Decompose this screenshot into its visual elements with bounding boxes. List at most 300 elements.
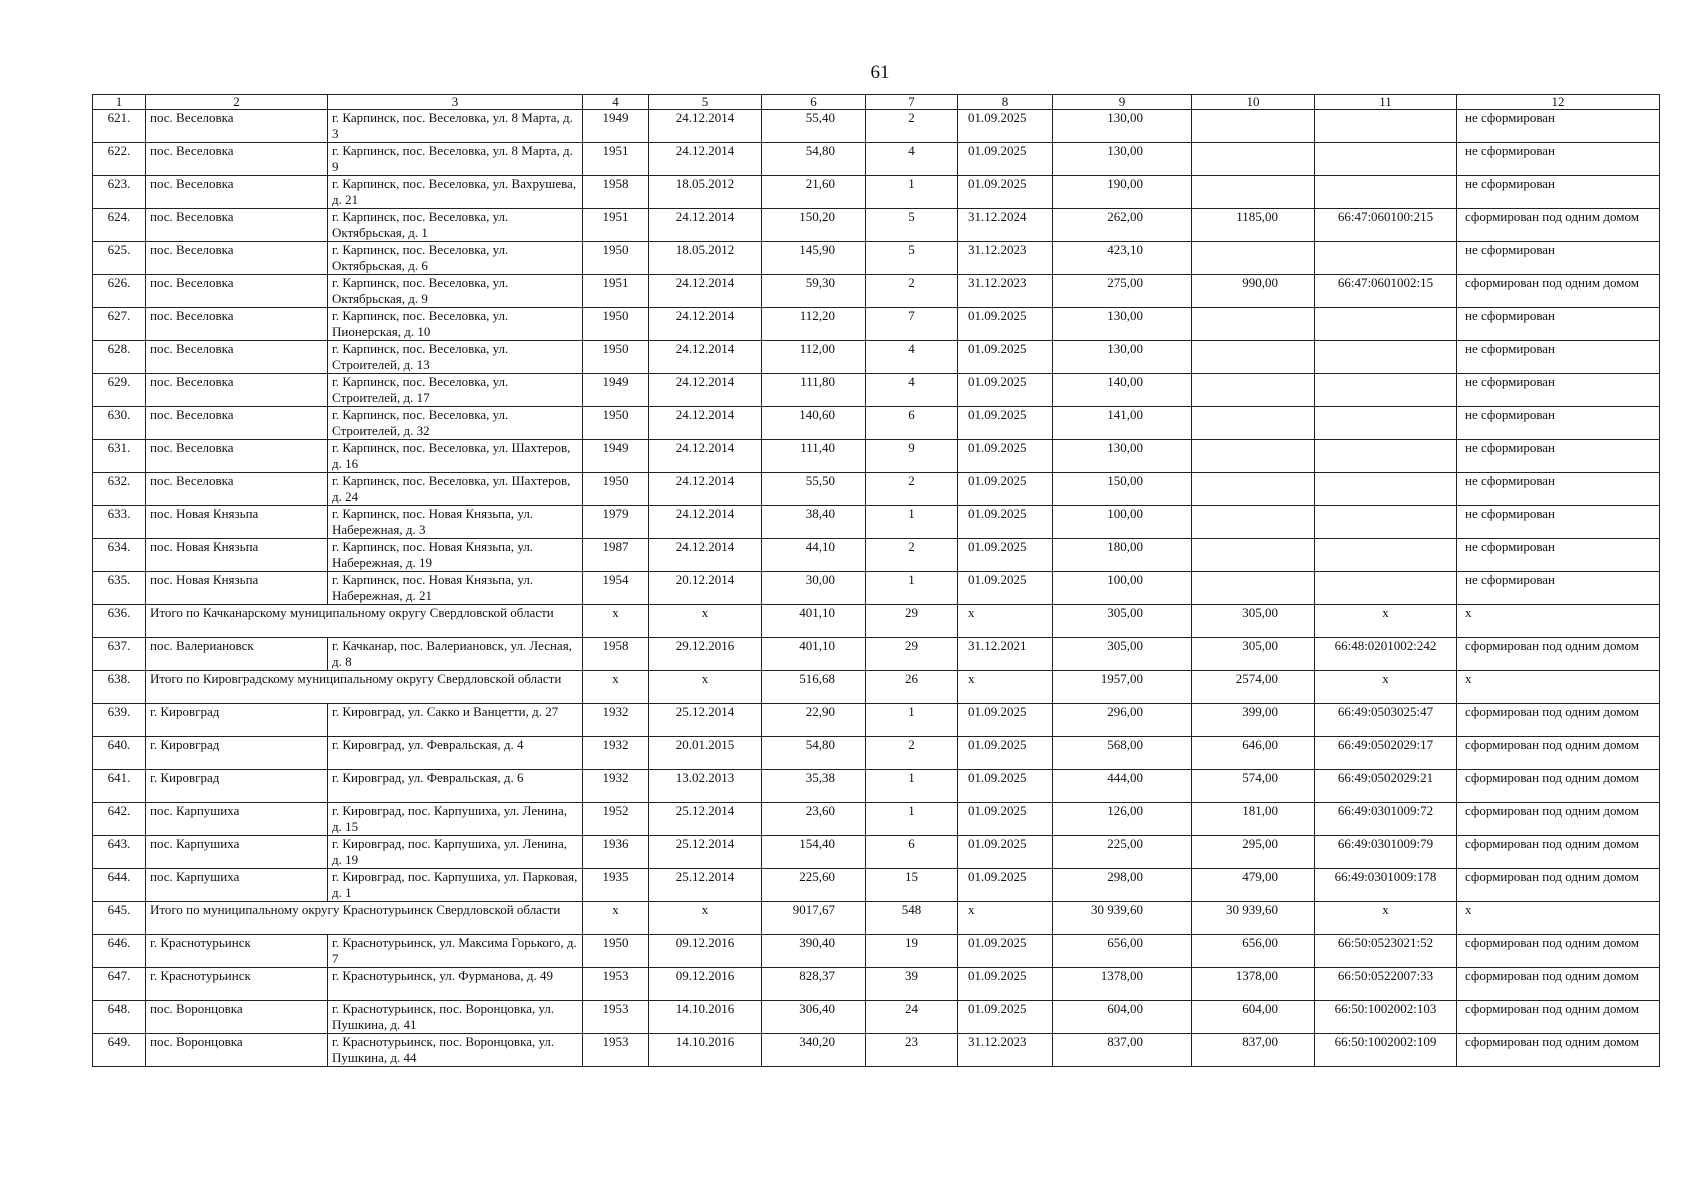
deadline-cell: 01.09.2025: [958, 341, 1053, 374]
address-cell: г. Карпинск, пос. Веселовка, ул. Строителей, д. 13: [328, 341, 583, 374]
table-row: [93, 473, 1660, 506]
deadline-cell: 01.09.2025: [958, 539, 1053, 572]
value-10-cell: [1192, 308, 1315, 341]
value-10-cell: 399,00: [1192, 704, 1315, 737]
status-cell: сформирован под одним домом: [1457, 836, 1660, 869]
count-cell: 6: [866, 407, 958, 440]
value-9-cell: 444,00: [1053, 770, 1192, 803]
status-cell: не сформирован: [1457, 176, 1660, 209]
row-number: 636.: [93, 605, 146, 638]
locality-cell: пос. Воронцовка: [146, 1001, 328, 1034]
table-row: [93, 440, 1660, 473]
value-9-cell: 126,00: [1053, 803, 1192, 836]
table-row: [93, 1001, 1660, 1034]
value-9-cell: 604,00: [1053, 1001, 1192, 1034]
cadastral-number-cell: 66:50:0523021:52: [1315, 935, 1457, 968]
row-number: 630.: [93, 407, 146, 440]
row-number: 626.: [93, 275, 146, 308]
address-cell: г. Карпинск, пос. Веселовка, ул. Строителей, д. 17: [328, 374, 583, 407]
area-cell: 111,40: [762, 440, 866, 473]
date-cell: 14.10.2016: [649, 1001, 762, 1034]
row-number: 623.: [93, 176, 146, 209]
status-cell: x: [1457, 605, 1660, 638]
count-cell: 1: [866, 770, 958, 803]
row-number: 622.: [93, 143, 146, 176]
value-10-cell: [1192, 341, 1315, 374]
address-cell: г. Краснотурьинск, ул. Фурманова, д. 49: [328, 968, 583, 1001]
date-cell: 24.12.2014: [649, 440, 762, 473]
table-row: [93, 869, 1660, 902]
value-9-cell: 130,00: [1053, 143, 1192, 176]
table-row: [93, 770, 1660, 803]
table-row: [93, 341, 1660, 374]
year-cell: 1949: [583, 374, 649, 407]
count-cell: 5: [866, 242, 958, 275]
count-cell: 1: [866, 803, 958, 836]
area-cell: 340,20: [762, 1034, 866, 1067]
value-9-cell: 141,00: [1053, 407, 1192, 440]
deadline-cell: 01.09.2025: [958, 1001, 1053, 1034]
count-cell: 1: [866, 704, 958, 737]
address-cell: г. Карпинск, пос. Веселовка, ул. 8 Марта, д. 3: [328, 110, 583, 143]
year-cell: 1950: [583, 341, 649, 374]
status-cell: сформирован под одним домом: [1457, 1001, 1660, 1034]
area-cell: 150,20: [762, 209, 866, 242]
table-row: [93, 935, 1660, 968]
cadastral-number-cell: 66:49:0301009:72: [1315, 803, 1457, 836]
address-cell: г. Краснотурьинск, пос. Воронцовка, ул. Пушкина, д. 44: [328, 1034, 583, 1067]
value-10-cell: [1192, 473, 1315, 506]
status-cell: не сформирован: [1457, 572, 1660, 605]
status-cell: не сформирован: [1457, 539, 1660, 572]
deadline-cell: 01.09.2025: [958, 110, 1053, 143]
table-row: [93, 176, 1660, 209]
area-cell: 55,50: [762, 473, 866, 506]
locality-cell: г. Кировград: [146, 737, 328, 770]
cadastral-number-cell: [1315, 407, 1457, 440]
locality-cell: пос. Веселовка: [146, 242, 328, 275]
count-cell: 24: [866, 1001, 958, 1034]
value-10-cell: [1192, 110, 1315, 143]
column-number-row: [93, 95, 1660, 110]
year-cell: 1952: [583, 803, 649, 836]
row-number: 631.: [93, 440, 146, 473]
area-cell: 306,40: [762, 1001, 866, 1034]
status-cell: не сформирован: [1457, 110, 1660, 143]
status-cell: сформирован под одним домом: [1457, 803, 1660, 836]
status-cell: не сформирован: [1457, 143, 1660, 176]
cadastral-number-cell: [1315, 308, 1457, 341]
deadline-cell: 31.12.2023: [958, 242, 1053, 275]
address-cell: г. Карпинск, пос. Новая Князьпа, ул. Набережная, д. 21: [328, 572, 583, 605]
row-number: 644.: [93, 869, 146, 902]
value-10-cell: 305,00: [1192, 638, 1315, 671]
cadastral-number-cell: [1315, 143, 1457, 176]
status-cell: сформирован под одним домом: [1457, 704, 1660, 737]
locality-cell: пос. Карпушиха: [146, 803, 328, 836]
year-cell: 1949: [583, 110, 649, 143]
value-9-cell: 130,00: [1053, 308, 1192, 341]
value-10-cell: 1378,00: [1192, 968, 1315, 1001]
deadline-cell: 01.09.2025: [958, 737, 1053, 770]
year-cell: 1953: [583, 968, 649, 1001]
date-cell: 25.12.2014: [649, 704, 762, 737]
page-number: 61: [870, 62, 890, 83]
area-cell: 516,68: [762, 671, 866, 704]
value-10-cell: [1192, 440, 1315, 473]
address-cell: г. Карпинск, пос. Веселовка, ул. Пионерская, д. 10: [328, 308, 583, 341]
column-number: 10: [1192, 95, 1315, 110]
status-cell: сформирован под одним домом: [1457, 638, 1660, 671]
column-number: 11: [1315, 95, 1457, 110]
year-cell: 1951: [583, 275, 649, 308]
cadastral-number-cell: 66:48:0201002:242: [1315, 638, 1457, 671]
table-row: [93, 968, 1660, 1001]
area-cell: 145,90: [762, 242, 866, 275]
locality-cell: пос. Новая Князьпа: [146, 539, 328, 572]
area-cell: 9017,67: [762, 902, 866, 935]
count-cell: 4: [866, 341, 958, 374]
value-9-cell: 130,00: [1053, 440, 1192, 473]
table-row: [93, 572, 1660, 605]
value-10-cell: 656,00: [1192, 935, 1315, 968]
locality-cell: пос. Веселовка: [146, 308, 328, 341]
value-10-cell: 1185,00: [1192, 209, 1315, 242]
row-number: 627.: [93, 308, 146, 341]
area-cell: 828,37: [762, 968, 866, 1001]
count-cell: 19: [866, 935, 958, 968]
area-cell: 30,00: [762, 572, 866, 605]
status-cell: сформирован под одним домом: [1457, 275, 1660, 308]
table-row: [93, 308, 1660, 341]
cadastral-number-cell: 66:50:1002002:109: [1315, 1034, 1457, 1067]
date-cell: x: [649, 902, 762, 935]
table-row: [93, 506, 1660, 539]
locality-cell: пос. Веселовка: [146, 341, 328, 374]
value-10-cell: 604,00: [1192, 1001, 1315, 1034]
address-cell: г. Карпинск, пос. Веселовка, ул. Шахтеров, д. 16: [328, 440, 583, 473]
value-9-cell: 568,00: [1053, 737, 1192, 770]
row-number: 646.: [93, 935, 146, 968]
cadastral-number-cell: 66:50:0522007:33: [1315, 968, 1457, 1001]
value-9-cell: 262,00: [1053, 209, 1192, 242]
value-10-cell: 837,00: [1192, 1034, 1315, 1067]
locality-cell: пос. Веселовка: [146, 440, 328, 473]
cadastral-number-cell: 66:49:0502029:21: [1315, 770, 1457, 803]
value-9-cell: 100,00: [1053, 506, 1192, 539]
value-10-cell: 574,00: [1192, 770, 1315, 803]
deadline-cell: 01.09.2025: [958, 374, 1053, 407]
address-cell: г. Качканар, пос. Валериановск, ул. Лесная, д. 8: [328, 638, 583, 671]
locality-cell: г. Краснотурьинск: [146, 968, 328, 1001]
total-label: Итого по Качканарскому муниципальному округу Свердловской области: [146, 605, 583, 638]
year-cell: 1950: [583, 407, 649, 440]
row-number: 634.: [93, 539, 146, 572]
area-cell: 38,40: [762, 506, 866, 539]
deadline-cell: 01.09.2025: [958, 473, 1053, 506]
value-10-cell: [1192, 143, 1315, 176]
value-9-cell: 1957,00: [1053, 671, 1192, 704]
count-cell: 23: [866, 1034, 958, 1067]
address-cell: г. Кировград, пос. Карпушиха, ул. Парковая, д. 1: [328, 869, 583, 902]
cadastral-number-cell: [1315, 341, 1457, 374]
year-cell: 1932: [583, 770, 649, 803]
cadastral-number-cell: 66:47:060100:215: [1315, 209, 1457, 242]
row-number: 638.: [93, 671, 146, 704]
cadastral-number-cell: 66:49:0301009:79: [1315, 836, 1457, 869]
status-cell: сформирован под одним домом: [1457, 869, 1660, 902]
year-cell: 1932: [583, 737, 649, 770]
column-number: 4: [583, 95, 649, 110]
row-number: 643.: [93, 836, 146, 869]
deadline-cell: 31.12.2023: [958, 275, 1053, 308]
count-cell: 2: [866, 737, 958, 770]
locality-cell: пос. Карпушиха: [146, 836, 328, 869]
total-label: Итого по Кировградскому муниципальному округу Свердловской области: [146, 671, 583, 704]
date-cell: 18.05.2012: [649, 176, 762, 209]
year-cell: 1951: [583, 143, 649, 176]
area-cell: 401,10: [762, 638, 866, 671]
table-row: [93, 704, 1660, 737]
table-row: [93, 836, 1660, 869]
year-cell: 1958: [583, 638, 649, 671]
status-cell: не сформирован: [1457, 308, 1660, 341]
status-cell: сформирован под одним домом: [1457, 209, 1660, 242]
status-cell: не сформирован: [1457, 242, 1660, 275]
area-cell: 111,80: [762, 374, 866, 407]
date-cell: 24.12.2014: [649, 506, 762, 539]
year-cell: x: [583, 605, 649, 638]
row-number: 640.: [93, 737, 146, 770]
count-cell: 9: [866, 440, 958, 473]
count-cell: 7: [866, 308, 958, 341]
area-cell: 140,60: [762, 407, 866, 440]
address-cell: г. Кировград, пос. Карпушиха, ул. Ленина, д. 19: [328, 836, 583, 869]
locality-cell: г. Кировград: [146, 704, 328, 737]
value-10-cell: [1192, 539, 1315, 572]
row-number: 624.: [93, 209, 146, 242]
locality-cell: пос. Веселовка: [146, 176, 328, 209]
area-cell: 35,38: [762, 770, 866, 803]
date-cell: 20.01.2015: [649, 737, 762, 770]
value-10-cell: 479,00: [1192, 869, 1315, 902]
count-cell: 1: [866, 176, 958, 209]
count-cell: 4: [866, 374, 958, 407]
date-cell: x: [649, 671, 762, 704]
area-cell: 401,10: [762, 605, 866, 638]
locality-cell: пос. Веселовка: [146, 275, 328, 308]
status-cell: не сформирован: [1457, 440, 1660, 473]
deadline-cell: 01.09.2025: [958, 836, 1053, 869]
area-cell: 390,40: [762, 935, 866, 968]
deadline-cell: 01.09.2025: [958, 770, 1053, 803]
date-cell: 24.12.2014: [649, 209, 762, 242]
deadline-cell: 01.09.2025: [958, 803, 1053, 836]
column-number: 5: [649, 95, 762, 110]
address-cell: г. Карпинск, пос. Веселовка, ул. Вахрушева, д. 21: [328, 176, 583, 209]
row-number: 637.: [93, 638, 146, 671]
status-cell: сформирован под одним домом: [1457, 737, 1660, 770]
area-cell: 54,80: [762, 737, 866, 770]
deadline-cell: 01.09.2025: [958, 143, 1053, 176]
deadline-cell: 31.12.2024: [958, 209, 1053, 242]
row-number: 629.: [93, 374, 146, 407]
date-cell: 09.12.2016: [649, 968, 762, 1001]
value-10-cell: 30 939,60: [1192, 902, 1315, 935]
cadastral-number-cell: [1315, 539, 1457, 572]
column-number: 3: [328, 95, 583, 110]
value-9-cell: 305,00: [1053, 638, 1192, 671]
deadline-cell: 31.12.2023: [958, 1034, 1053, 1067]
column-number: 12: [1457, 95, 1660, 110]
address-cell: г. Краснотурьинск, пос. Воронцовка, ул. Пушкина, д. 41: [328, 1001, 583, 1034]
deadline-cell: 01.09.2025: [958, 407, 1053, 440]
column-number: 9: [1053, 95, 1192, 110]
year-cell: 1950: [583, 308, 649, 341]
address-cell: г. Краснотурьинск, ул. Максима Горького, д. 7: [328, 935, 583, 968]
value-9-cell: 296,00: [1053, 704, 1192, 737]
value-9-cell: 305,00: [1053, 605, 1192, 638]
row-number: 628.: [93, 341, 146, 374]
locality-cell: пос. Воронцовка: [146, 1034, 328, 1067]
value-9-cell: 275,00: [1053, 275, 1192, 308]
address-cell: г. Карпинск, пос. Веселовка, ул. Строителей, д. 32: [328, 407, 583, 440]
count-cell: 2: [866, 539, 958, 572]
locality-cell: пос. Веселовка: [146, 407, 328, 440]
row-number: 632.: [93, 473, 146, 506]
deadline-cell: 01.09.2025: [958, 869, 1053, 902]
status-cell: не сформирован: [1457, 407, 1660, 440]
row-number: 642.: [93, 803, 146, 836]
year-cell: 1936: [583, 836, 649, 869]
locality-cell: пос. Веселовка: [146, 110, 328, 143]
cadastral-number-cell: [1315, 176, 1457, 209]
locality-cell: пос. Новая Князьпа: [146, 572, 328, 605]
deadline-cell: 01.09.2025: [958, 308, 1053, 341]
table-total-row: [93, 671, 1660, 704]
column-number: 1: [93, 95, 146, 110]
table-total-row: [93, 605, 1660, 638]
address-cell: г. Карпинск, пос. Веселовка, ул. Шахтеров, д. 24: [328, 473, 583, 506]
address-cell: г. Карпинск, пос. Веселовка, ул. 8 Марта, д. 9: [328, 143, 583, 176]
value-10-cell: 295,00: [1192, 836, 1315, 869]
table-row: [93, 242, 1660, 275]
status-cell: не сформирован: [1457, 374, 1660, 407]
address-cell: г. Карпинск, пос. Веселовка, ул. Октябрьская, д. 6: [328, 242, 583, 275]
row-number: 648.: [93, 1001, 146, 1034]
value-10-cell: [1192, 242, 1315, 275]
count-cell: 5: [866, 209, 958, 242]
cadastral-number-cell: x: [1315, 605, 1457, 638]
count-cell: 6: [866, 836, 958, 869]
status-cell: сформирован под одним домом: [1457, 770, 1660, 803]
date-cell: x: [649, 605, 762, 638]
locality-cell: г. Краснотурьинск: [146, 935, 328, 968]
year-cell: 1949: [583, 440, 649, 473]
value-9-cell: 140,00: [1053, 374, 1192, 407]
year-cell: 1935: [583, 869, 649, 902]
table-row: [93, 638, 1660, 671]
count-cell: 1: [866, 506, 958, 539]
column-number: 6: [762, 95, 866, 110]
count-cell: 4: [866, 143, 958, 176]
year-cell: 1932: [583, 704, 649, 737]
row-number: 621.: [93, 110, 146, 143]
area-cell: 225,60: [762, 869, 866, 902]
row-number: 645.: [93, 902, 146, 935]
area-cell: 112,00: [762, 341, 866, 374]
locality-cell: пос. Карпушиха: [146, 869, 328, 902]
value-10-cell: 990,00: [1192, 275, 1315, 308]
count-cell: 26: [866, 671, 958, 704]
deadline-cell: x: [958, 605, 1053, 638]
date-cell: 25.12.2014: [649, 803, 762, 836]
value-9-cell: 1378,00: [1053, 968, 1192, 1001]
cadastral-number-cell: [1315, 242, 1457, 275]
status-cell: x: [1457, 671, 1660, 704]
deadline-cell: 01.09.2025: [958, 572, 1053, 605]
registry-table: [92, 94, 1660, 1067]
count-cell: 2: [866, 275, 958, 308]
date-cell: 25.12.2014: [649, 869, 762, 902]
count-cell: 548: [866, 902, 958, 935]
value-9-cell: 130,00: [1053, 110, 1192, 143]
status-cell: не сформирован: [1457, 341, 1660, 374]
area-cell: 59,30: [762, 275, 866, 308]
cadastral-number-cell: 66:50:1002002:103: [1315, 1001, 1457, 1034]
status-cell: сформирован под одним домом: [1457, 968, 1660, 1001]
value-9-cell: 225,00: [1053, 836, 1192, 869]
value-9-cell: 190,00: [1053, 176, 1192, 209]
deadline-cell: x: [958, 671, 1053, 704]
date-cell: 24.12.2014: [649, 275, 762, 308]
locality-cell: пос. Веселовка: [146, 374, 328, 407]
year-cell: 1950: [583, 935, 649, 968]
table-row: [93, 209, 1660, 242]
row-number: 633.: [93, 506, 146, 539]
value-9-cell: 423,10: [1053, 242, 1192, 275]
year-cell: 1987: [583, 539, 649, 572]
table-row: [93, 407, 1660, 440]
row-number: 649.: [93, 1034, 146, 1067]
status-cell: сформирован под одним домом: [1457, 935, 1660, 968]
table-row: [93, 143, 1660, 176]
value-10-cell: [1192, 506, 1315, 539]
value-10-cell: [1192, 572, 1315, 605]
date-cell: 24.12.2014: [649, 539, 762, 572]
locality-cell: г. Кировград: [146, 770, 328, 803]
value-10-cell: 646,00: [1192, 737, 1315, 770]
year-cell: 1950: [583, 242, 649, 275]
year-cell: x: [583, 902, 649, 935]
table-row: [93, 110, 1660, 143]
locality-cell: пос. Валериановск: [146, 638, 328, 671]
deadline-cell: 01.09.2025: [958, 704, 1053, 737]
address-cell: г. Карпинск, пос. Новая Князьпа, ул. Набережная, д. 19: [328, 539, 583, 572]
deadline-cell: 31.12.2021: [958, 638, 1053, 671]
status-cell: не сформирован: [1457, 506, 1660, 539]
count-cell: 29: [866, 638, 958, 671]
address-cell: г. Кировград, ул. Сакко и Ванцетти, д. 27: [328, 704, 583, 737]
count-cell: 2: [866, 110, 958, 143]
date-cell: 24.12.2014: [649, 308, 762, 341]
date-cell: 24.12.2014: [649, 143, 762, 176]
year-cell: 1979: [583, 506, 649, 539]
year-cell: 1953: [583, 1001, 649, 1034]
address-cell: г. Карпинск, пос. Веселовка, ул. Октябрьская, д. 9: [328, 275, 583, 308]
value-9-cell: 837,00: [1053, 1034, 1192, 1067]
table-row: [93, 539, 1660, 572]
